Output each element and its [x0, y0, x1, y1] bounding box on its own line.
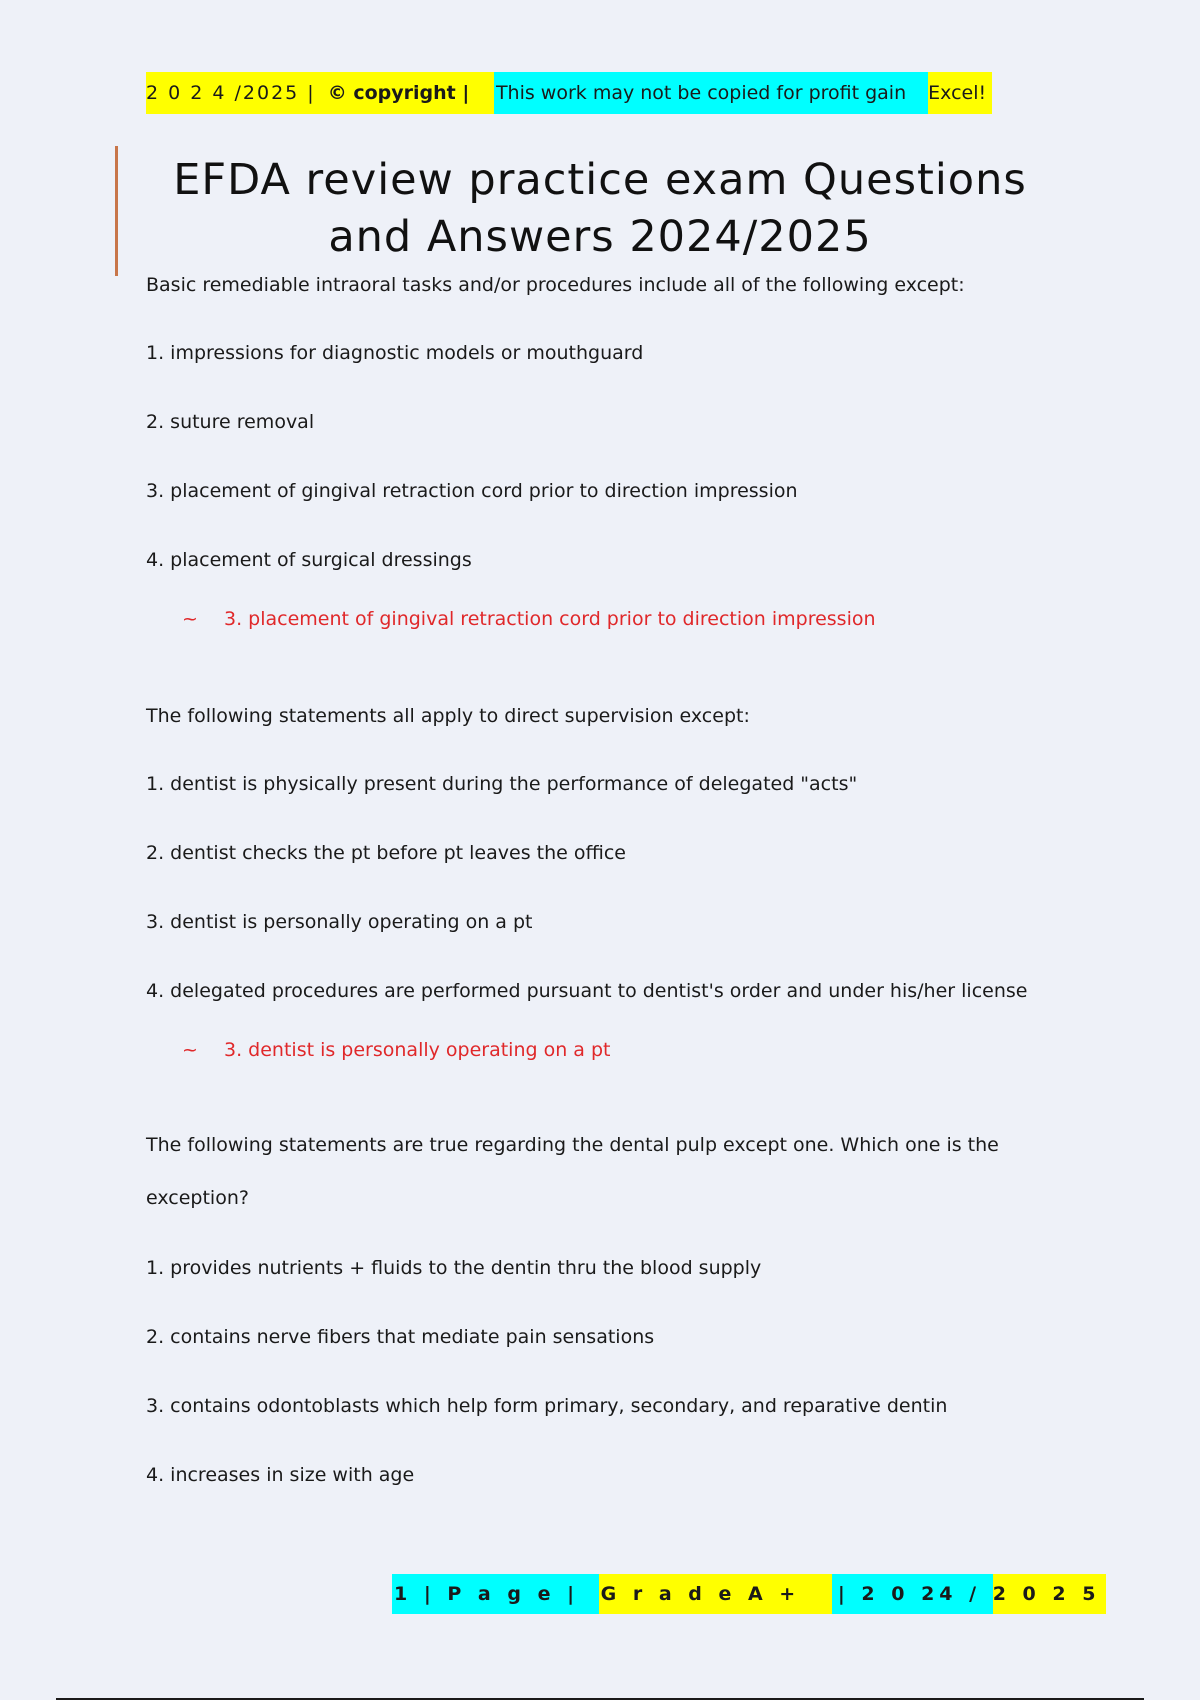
question-option: 1. impressions for diagnostic models or mouthguard [146, 342, 644, 364]
answer-text: 3. dentist is personally operating on a pt [224, 1039, 611, 1061]
answer-marker: ~ [182, 1039, 198, 1061]
question-option: 1. dentist is physically present during the performance of delegated "acts" [146, 773, 858, 795]
question-list [146, 272, 1066, 1531]
footer-banner [392, 1574, 1106, 1614]
question-answer [182, 1037, 1066, 1063]
question-answer [182, 606, 1066, 632]
question-option: 3. dentist is personally operating on a pt [146, 911, 533, 933]
answer-marker: ~ [182, 608, 198, 630]
footer-year-start: | 2 0 24 / [832, 1574, 993, 1614]
question-option: 4. placement of surgical dressings [146, 549, 472, 571]
title-accent-bar [115, 146, 118, 276]
header-notice: This work may not be copied for profit gain [494, 72, 928, 114]
footer-year-end: 2 0 2 5 [993, 1574, 1107, 1614]
question-option: 4. delegated procedures are performed pursuant to dentist's order and under his/her license [146, 980, 1028, 1002]
question-stem: The following statements are true regarding the dental pulp except one. Which one is the exception? [146, 1134, 999, 1209]
question-option: 4. increases in size with age [146, 1464, 415, 1486]
header-year: 2 0 2 4 /2025 | [146, 72, 328, 114]
header-copyright: © copyright | [328, 72, 494, 114]
footer-page-number: 1 | P a g e | [392, 1574, 599, 1614]
question-option: 2. contains nerve fibers that mediate pain sensations [146, 1326, 655, 1348]
header-banner [146, 72, 992, 114]
header-excel: Excel! [928, 72, 992, 114]
page-title: EFDA review practice exam Questions and Answers 2024/2025 [173, 155, 1027, 262]
question-option: 1. provides nutrients + fluids to the dentin thru the blood supply [146, 1257, 762, 1279]
question-option: 3. contains odontoblasts which help form primary, secondary, and reparative dentin [146, 1395, 948, 1417]
question-stem: The following statements all apply to direct supervision except: [146, 705, 750, 727]
footer-grade: G r a d e A + [599, 1574, 832, 1614]
question-option: 3. placement of gingival retraction cord prior to direction impression [146, 480, 798, 502]
question-option: 2. dentist checks the pt before pt leaves the office [146, 842, 626, 864]
question-stem: Basic remediable intraoral tasks and/or procedures include all of the following except: [146, 274, 965, 296]
answer-text: 3. placement of gingival retraction cord prior to direction impression [224, 608, 876, 630]
question-option: 2. suture removal [146, 411, 315, 433]
